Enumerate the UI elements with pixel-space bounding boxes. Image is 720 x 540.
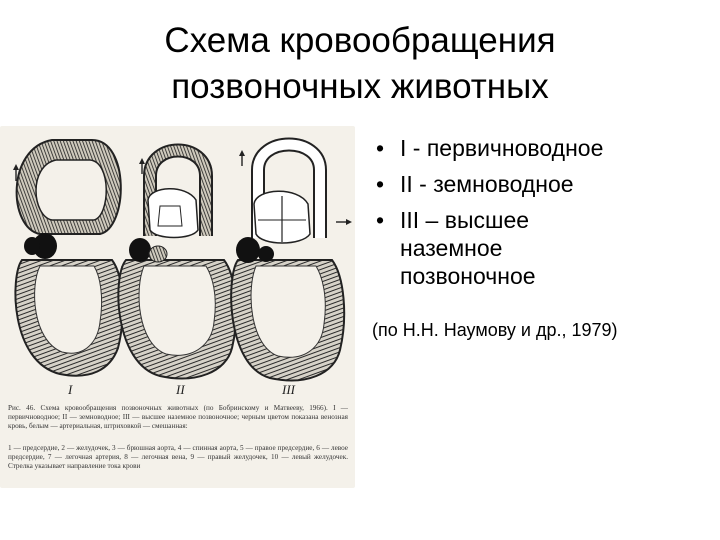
numeral-i: I	[68, 382, 73, 397]
figure-caption: Рис. 46. Схема кровообращения позвоночных животных (по Бобринскому и Матвееву, 1966). I — первичноводное; II — земноводное; III — высшее наземное позвоночное; черным цветом показана венозная кровь, белым — артериальная, штриховкой — смешанная:	[8, 404, 348, 430]
bullet-list	[372, 134, 717, 298]
bullet-dot: •	[376, 135, 385, 161]
bullet-item	[372, 170, 717, 198]
slide-title	[60, 18, 660, 110]
figure-legend: 1 — предсердие, 2 — желудочек, 3 — брюшная аорта, 4 — спинная аорта, 5 — правое предсердие, 6 — левое предсердие, 7 — легочная артерия, 8 — легочная вена, 9 — правый желудочек, 10 — левый желудочек. Стрелка указывает направление тока крови	[8, 444, 348, 470]
source-citation: (по Н.Н. Наумову и др., 1979)	[372, 320, 618, 340]
title-line-1: Схема кровообращения	[164, 21, 556, 60]
bullet-text: II - земноводное	[400, 171, 574, 197]
scheme-i	[13, 140, 125, 376]
scheme-iii	[231, 145, 352, 381]
circulation-diagram	[0, 126, 355, 488]
numeral-iii: III	[282, 382, 295, 397]
scheme-ii	[118, 151, 236, 379]
bullet-dot: •	[376, 171, 385, 197]
circulation-scheme-figure	[0, 126, 355, 488]
numeral-ii: II	[176, 382, 185, 397]
bullet-text: I - первичноводное	[400, 135, 604, 161]
title-line-2: позвоночных животных	[171, 67, 549, 106]
bullet-dot: •	[376, 207, 385, 233]
bullet-text: III – высшее наземное позвоночное	[400, 207, 536, 289]
bullet-item	[372, 134, 717, 162]
bullet-item	[372, 206, 580, 290]
